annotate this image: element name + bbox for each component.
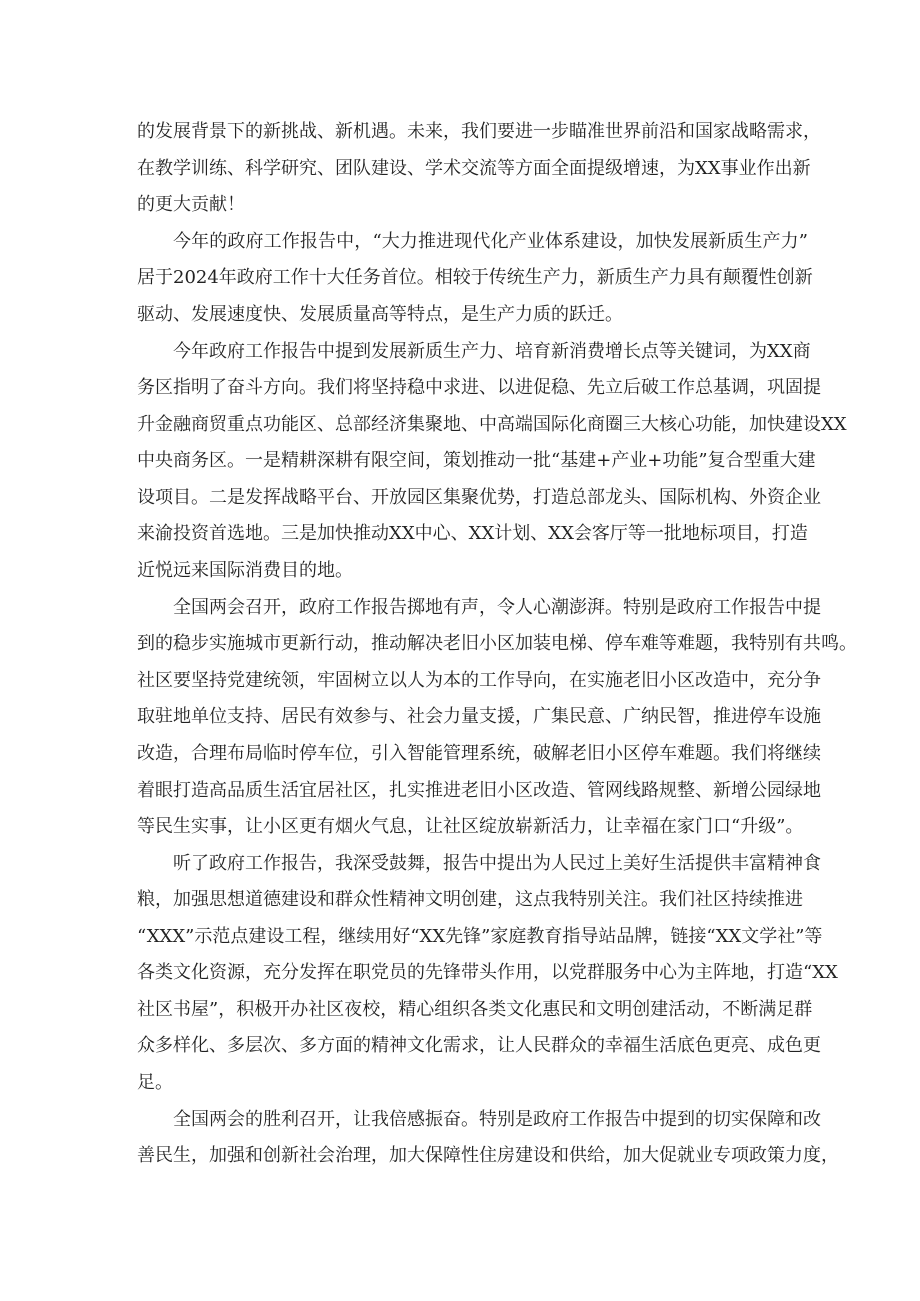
text-line: 听了政府工作报告，我深受鼓舞，报告中提出为人民过上美好生活提供丰富精神食 [173, 853, 821, 874]
text-line: 在教学训练、科学研究、团队建设、学术交流等方面全面提级增速，为XX事业作出新 [137, 158, 811, 179]
text-line: 驱动、发展速度快、发展质量高等特点，是生产力质的跃迁。 [137, 304, 623, 325]
text-line: 社区书屋”，积极开办社区夜校，精心组织各类文化惠民和文明创建活动，不断满足群 [137, 999, 813, 1020]
text-line: 善民生，加强和创新社会治理，加大保障性住房建设和供给，加大促就业专项政策力度， [137, 1145, 839, 1166]
text-line: 的更大贡献！ [137, 194, 245, 215]
text-line: 今年的政府工作报告中，“大力推进现代化产业体系建设，加快发展新质生产力” [173, 231, 808, 252]
text-line: “XXX”示范点建设工程，继续用好“XX先锋”家庭教育指导站品牌，链接“XX文学社”等 [137, 926, 823, 947]
text-line: 粮，加强思想道德建设和群众性精神文明创建，这点我特别关注。我们社区持续推进 [137, 889, 803, 910]
text-line: 到的稳步实施城市更新行动，推动解决老旧小区加装电梯、停车难等难题，我特别有共鸣。 [137, 633, 857, 654]
text-line: 今年政府工作报告中提到发展新质生产力、培育新消费增长点等关键词，为XX商 [173, 341, 811, 362]
text-line: 各类文化资源，充分发挥在职党员的先锋带头作用，以党群服务中心为主阵地，打造“XX [137, 962, 838, 983]
text-line: 务区指明了奋斗方向。我们将坚持稳中求进、以进促稳、先立后破工作总基调，巩固提 [137, 377, 821, 398]
text-line: 足。 [137, 1072, 173, 1093]
text-line: 近悦远来国际消费目的地。 [137, 560, 353, 581]
text-line: 升金融商贸重点功能区、总部经济集聚地、中高端国际化商圈三大核心功能，加快建设XX [137, 414, 847, 435]
text-line: 设项目。二是发挥战略平台、开放园区集聚优势，打造总部龙头、国际机构、外资企业 [137, 487, 821, 508]
text-line: 居于2024年政府工作十大任务首位。相较于传统生产力，新质生产力具有颠覆性创新 [137, 267, 813, 288]
text-line: 的发展背景下的新挑战、新机遇。未来，我们要进一步瞄准世界前沿和国家战略需求， [137, 121, 821, 142]
text-line: 中央商务区。一是精耕深耕有限空间，策划推动一批“基建+产业+功能”复合型重大建 [137, 450, 816, 471]
text-line: 取驻地单位支持、居民有效参与、社会力量支援，广集民意、广纳民智，推进停车设施 [137, 706, 821, 727]
text-line: 社区要坚持党建统领，牢固树立以人为本的工作导向，在实施老旧小区改造中，充分争 [137, 670, 821, 691]
text-line: 着眼打造高品质生活宜居社区，扎实推进老旧小区改造、管网线路规整、新增公园绿地 [137, 780, 821, 801]
text-line: 等民生实事，让小区更有烟火气息，让社区绽放崭新活力，让幸福在家门口“升级”。 [137, 816, 804, 837]
text-line: 众多样化、多层次、多方面的精神文化需求，让人民群众的幸福生活底色更亮、成色更 [137, 1035, 821, 1056]
text-line: 来渝投资首选地。三是加快推动XX中心、XX计划、XX会客厅等一批地标项目，打造 [137, 523, 808, 544]
text-line: 全国两会的胜利召开，让我倍感振奋。特别是政府工作报告中提到的切实保障和改 [173, 1109, 821, 1130]
text-line: 改造，合理布局临时停车位，引入智能管理系统，破解老旧小区停车难题。我们将继续 [137, 743, 821, 764]
text-line: 全国两会召开，政府工作报告掷地有声，令人心潮澎湃。特别是政府工作报告中提 [173, 597, 821, 618]
